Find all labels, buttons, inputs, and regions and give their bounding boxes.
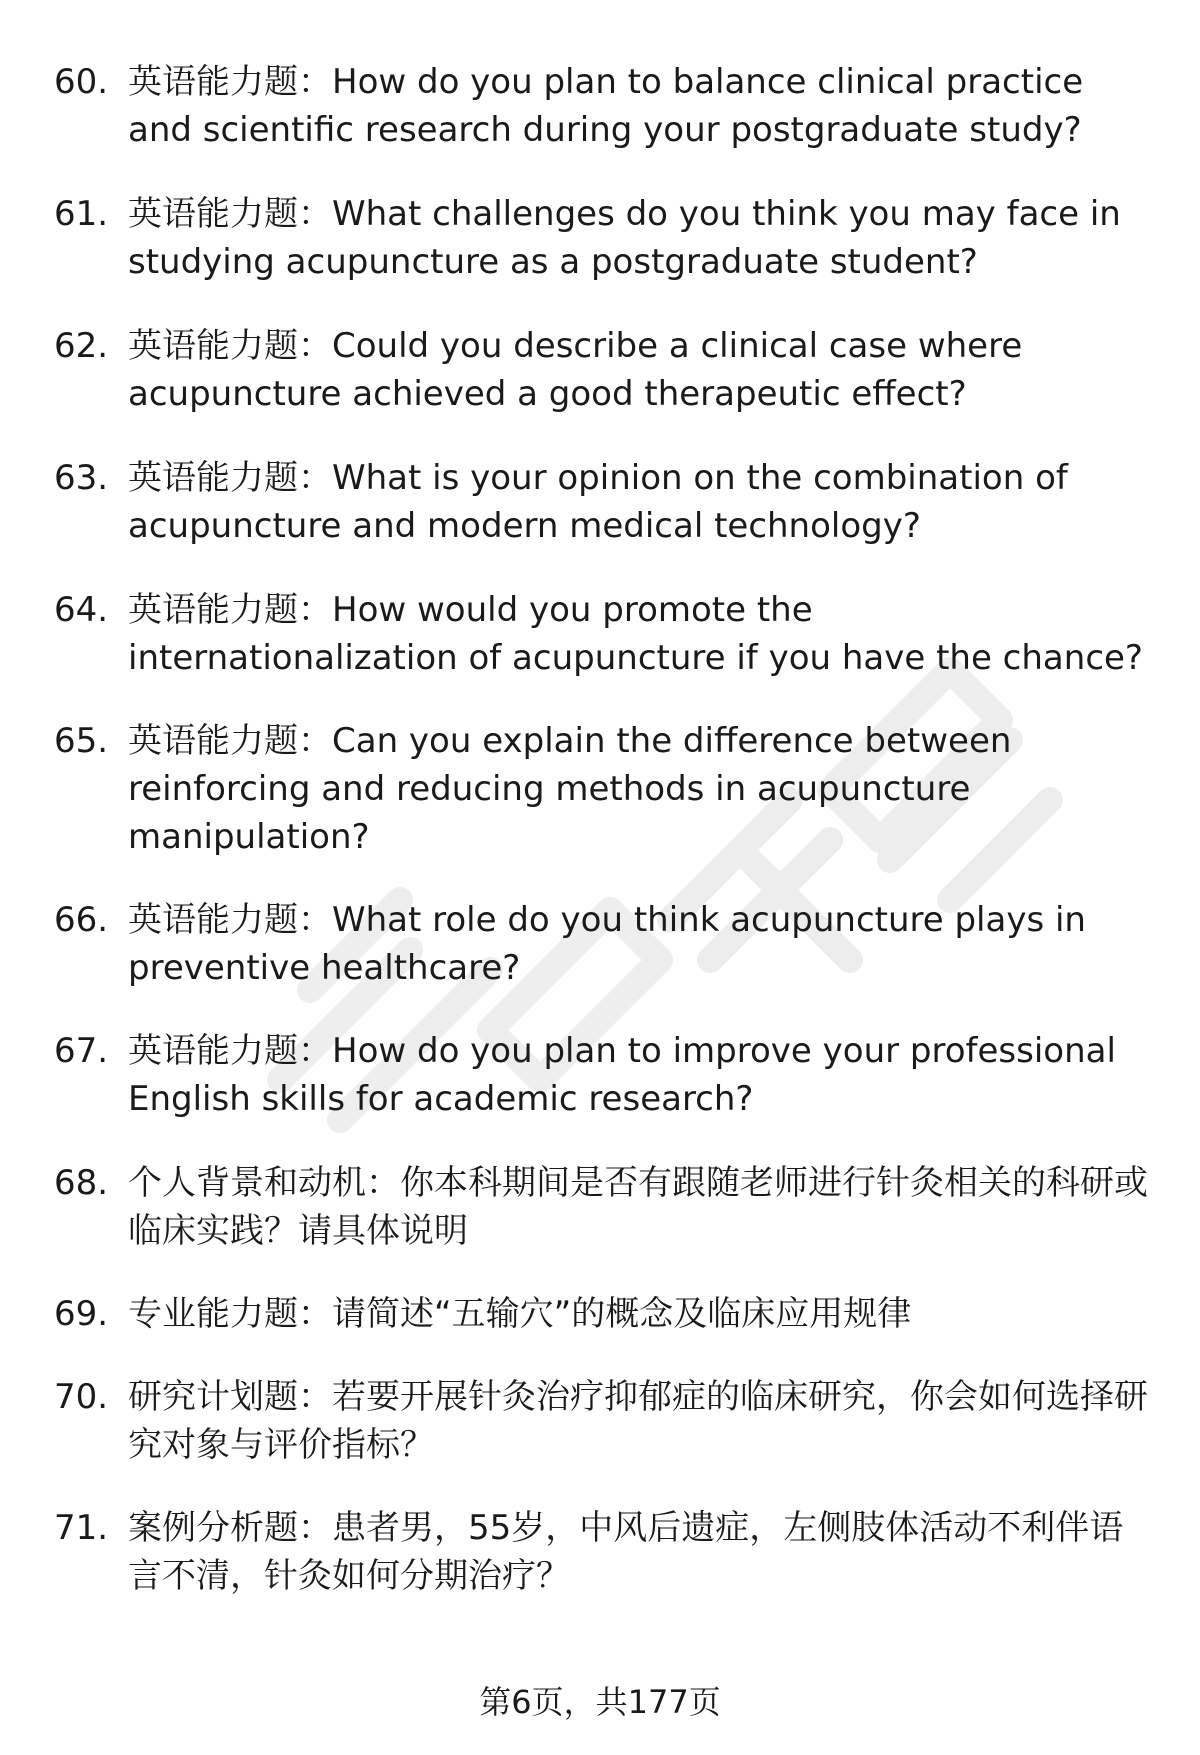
question-text: 专业能力题：请简述“五输穴”的概念及临床应用规律 — [128, 1294, 912, 1334]
question-number: 64. — [54, 590, 109, 630]
question-text: 案例分析题：患者男，55岁，中风后遗症，左侧肢体活动不利伴语言不清，针灸如何分期治疗？ — [128, 1508, 1124, 1596]
question-item — [0, 1290, 1200, 1338]
question-number: 65. — [54, 721, 109, 761]
question-text: 英语能力题：What challenges do you think you may face in studying acupuncture as a postgraduate student? — [128, 194, 1121, 282]
question-number: 68. — [54, 1163, 109, 1203]
question-item — [0, 1504, 1200, 1600]
question-item — [0, 1159, 1200, 1255]
question-text: 研究计划题：若要开展针灸治疗抑郁症的临床研究，你会如何选择研究对象与评价指标？ — [128, 1377, 1148, 1465]
question-number: 70. — [54, 1377, 109, 1417]
question-item — [0, 1027, 1200, 1123]
question-item — [0, 896, 1200, 992]
question-number: 63. — [54, 458, 109, 498]
question-number: 69. — [54, 1294, 109, 1334]
question-item — [0, 322, 1200, 418]
question-number: 62. — [54, 326, 109, 366]
question-text: 英语能力题：How do you plan to balance clinical practice and scientific research during your postgraduate study? — [128, 62, 1084, 150]
question-number: 61. — [54, 194, 109, 234]
question-text: 英语能力题：What role do you think acupuncture plays in preventive healthcare? — [128, 900, 1086, 988]
question-item — [0, 190, 1200, 286]
question-item — [0, 717, 1200, 861]
question-text: 英语能力题：Could you describe a clinical case where acupuncture achieved a good therapeutic effect? — [128, 326, 1023, 414]
question-number: 66. — [54, 900, 109, 940]
question-item — [0, 454, 1200, 550]
page-footer — [0, 1680, 1200, 1724]
question-text: 个人背景和动机：你本科期间是否有跟随老师进行针灸相关的科研或临床实践？请具体说明 — [128, 1163, 1148, 1251]
question-number: 67. — [54, 1031, 109, 1071]
question-item — [0, 586, 1200, 682]
question-number: 60. — [54, 62, 109, 102]
question-item — [0, 1373, 1200, 1469]
question-text: 英语能力题：Can you explain the difference between reinforcing and reducing methods in acupuncture manipulation? — [128, 721, 1012, 857]
question-text: 英语能力题：How do you plan to improve your professional English skills for academic research? — [128, 1031, 1116, 1119]
question-text: 英语能力题：How would you promote the internationalization of acupuncture if you have the chance? — [128, 590, 1143, 678]
page-number-label: 第6页，共177页 — [479, 1683, 721, 1721]
question-item — [0, 58, 1200, 154]
question-list — [0, 58, 1200, 1600]
question-text: 英语能力题：What is your opinion on the combination of acupuncture and modern medical technology? — [128, 458, 1068, 546]
question-number: 71. — [54, 1508, 109, 1548]
